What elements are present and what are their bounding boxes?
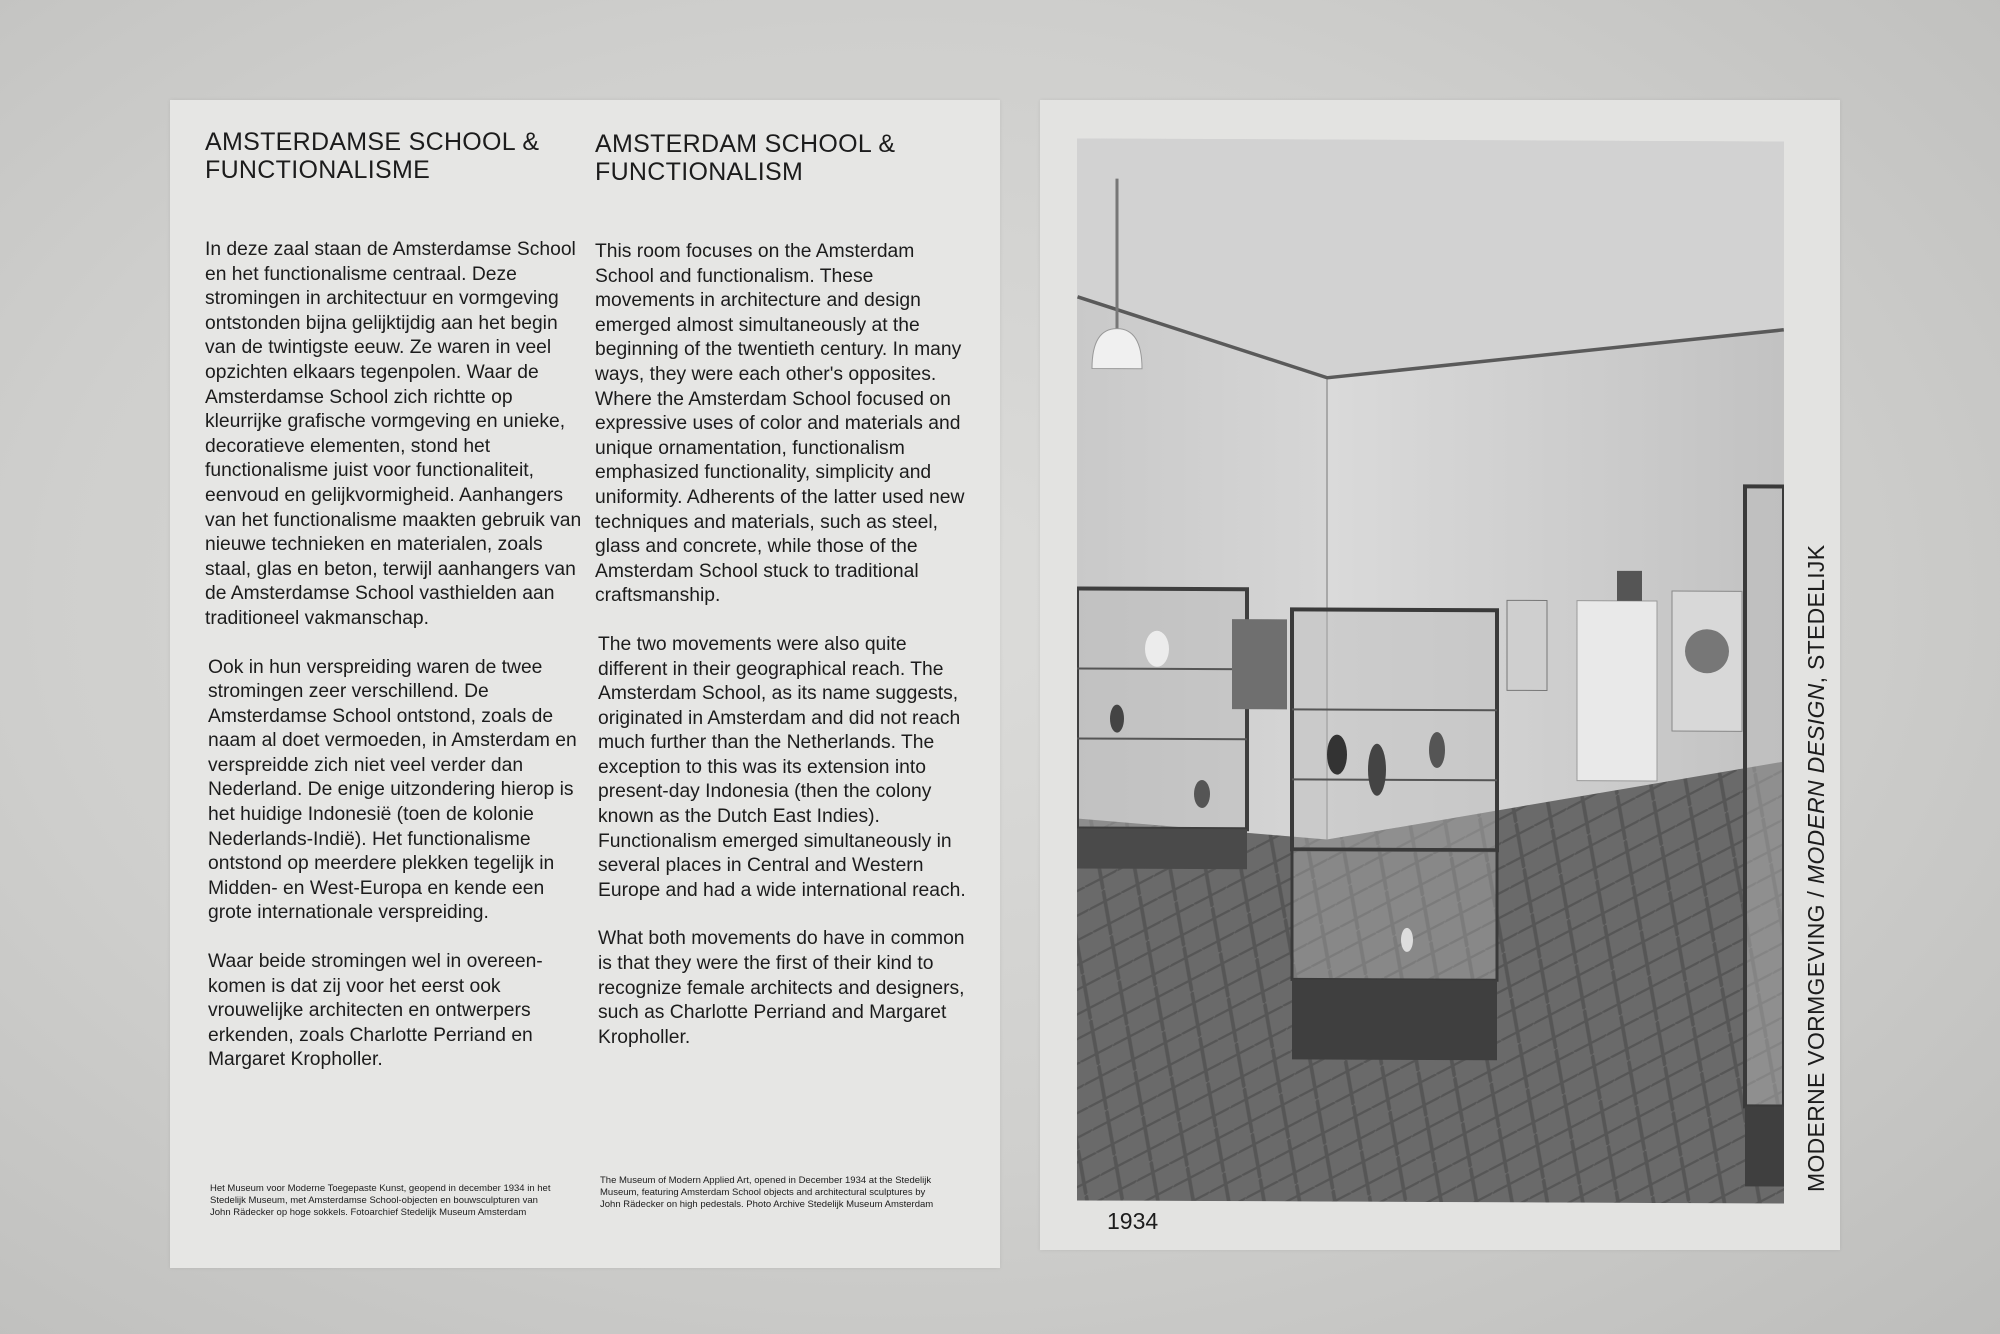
english-title: AMSTERDAM SCHOOL & FUNCTIONALISM (595, 130, 896, 186)
english-paragraph-3: What both movements do have in common is that they were the first of their kind to recognize female architects and designers, such as Charlotte Perriand and Margaret Kropholler. (598, 928, 965, 1048)
dutch-paragraph-3: Waar beide stromingen wel in overeen-komen is dat zij voor het eerst ook vrouwelijke architecten en ontwerpers erkenden, zoals Charlotte Perriand en Margaret Kropholler. (208, 951, 543, 1071)
dutch-photo-caption: Het Museum voor Moderne Toegepaste Kunst, geopend in december 1934 in het Stedelijk Museum, met Amsterdamse School-objecten en bouwsculpturen van John Rädecker op hoge sokkels. Fotoarchief Stedelijk Museum Amsterdam (210, 1183, 551, 1218)
vertical-label-part-3: , STEDELIJK (1803, 544, 1829, 684)
english-paragraph-2: The two movements were also quite different in their geographical reach. The Amsterdam School, as its name suggests, originated in Amsterdam and did not reach much further than the Netherlands. The exception to this was its extension into present-day Indonesia (then the colony known as the Dutch East Indies). Functionalism emerged simultaneously in several places in Central and Western Europe and had a wide international reach. (598, 633, 966, 901)
english-photo-caption: The Museum of Modern Applied Art, opened in December 1934 at the Stedelijk Museum, featuring Amsterdam School objects and architectural sculptures by John Rädecker on high pedestals. Photo Archive Stedelijk Museum Amsterdam (600, 1175, 934, 1210)
vertical-label-part-1: MODERNE VORMGEVING / (1803, 884, 1829, 1192)
english-paragraph-1: This room focuses on the Amsterdam School and functionalism. These movements in architecture and design emerged almost simultaneously at the beginning of the twentieth century. In many ways, they were each other's opposites. Where the Amsterdam School focused on expressive uses of color and materials and unique ornamentation, functionalism emphasized functionality, simplicity and uniformity. Adherents of the latter used new techniques and materials, such as steel, glass and concrete, while those of the Amsterdam School stuck to traditional craftsmanship. (595, 241, 965, 607)
photo-year: 1934 (1107, 1208, 1159, 1234)
dutch-title: AMSTERDAMSE SCHOOL & FUNCTIONALISME (205, 128, 540, 184)
dutch-paragraph-2: Ook in hun verspreiding waren de twee stromingen zeer verschillend. De Amsterdamse School ontstond, zoals de naam al doet vermoeden, in Amsterdam en verspreidde zich niet veel verder dan Nederland. De enige uitzondering hierop is het huidige Indonesië (toen de kolonie Nederlands-Indië). Het functionalisme ontstond op meerdere plekken tegelijk in Midden- en West-Europa en kende een grote internationale verspreiding. (208, 656, 577, 924)
vertical-series-label (1803, 545, 1830, 1192)
english-column (595, 130, 975, 1074)
archive-photo-gallery-room (1077, 138, 1784, 1203)
dutch-paragraph-1: In deze zaal staan de Amsterdamse School en het functionalisme centraal. Deze stromingen in architectuur en vormgeving ontstonden bijna gelijktijdig aan het begin van de twintigste eeuw. Ze waren in veel opzichten elkaars tegenpolen. Waar de Amsterdamse School zich richtte op kleurrijke grafische vormgeving en unieke, decoratieve elementen, stond het functionalisme juist voor functionaliteit, eenvoud en gelijkvormigheid. Aanhangers van het functionalisme maakten gebruik van nieuwe technieken en materialen, zoals staal, glas en beton, terwijl aanhangers van de Amsterdamse School vasthielden aan traditioneel vakmanschap. (205, 239, 582, 629)
gallery-room-illustration (1077, 138, 1784, 1203)
vertical-label-part-2: MODERN DESIGN (1803, 683, 1829, 885)
dutch-column (205, 128, 585, 1097)
